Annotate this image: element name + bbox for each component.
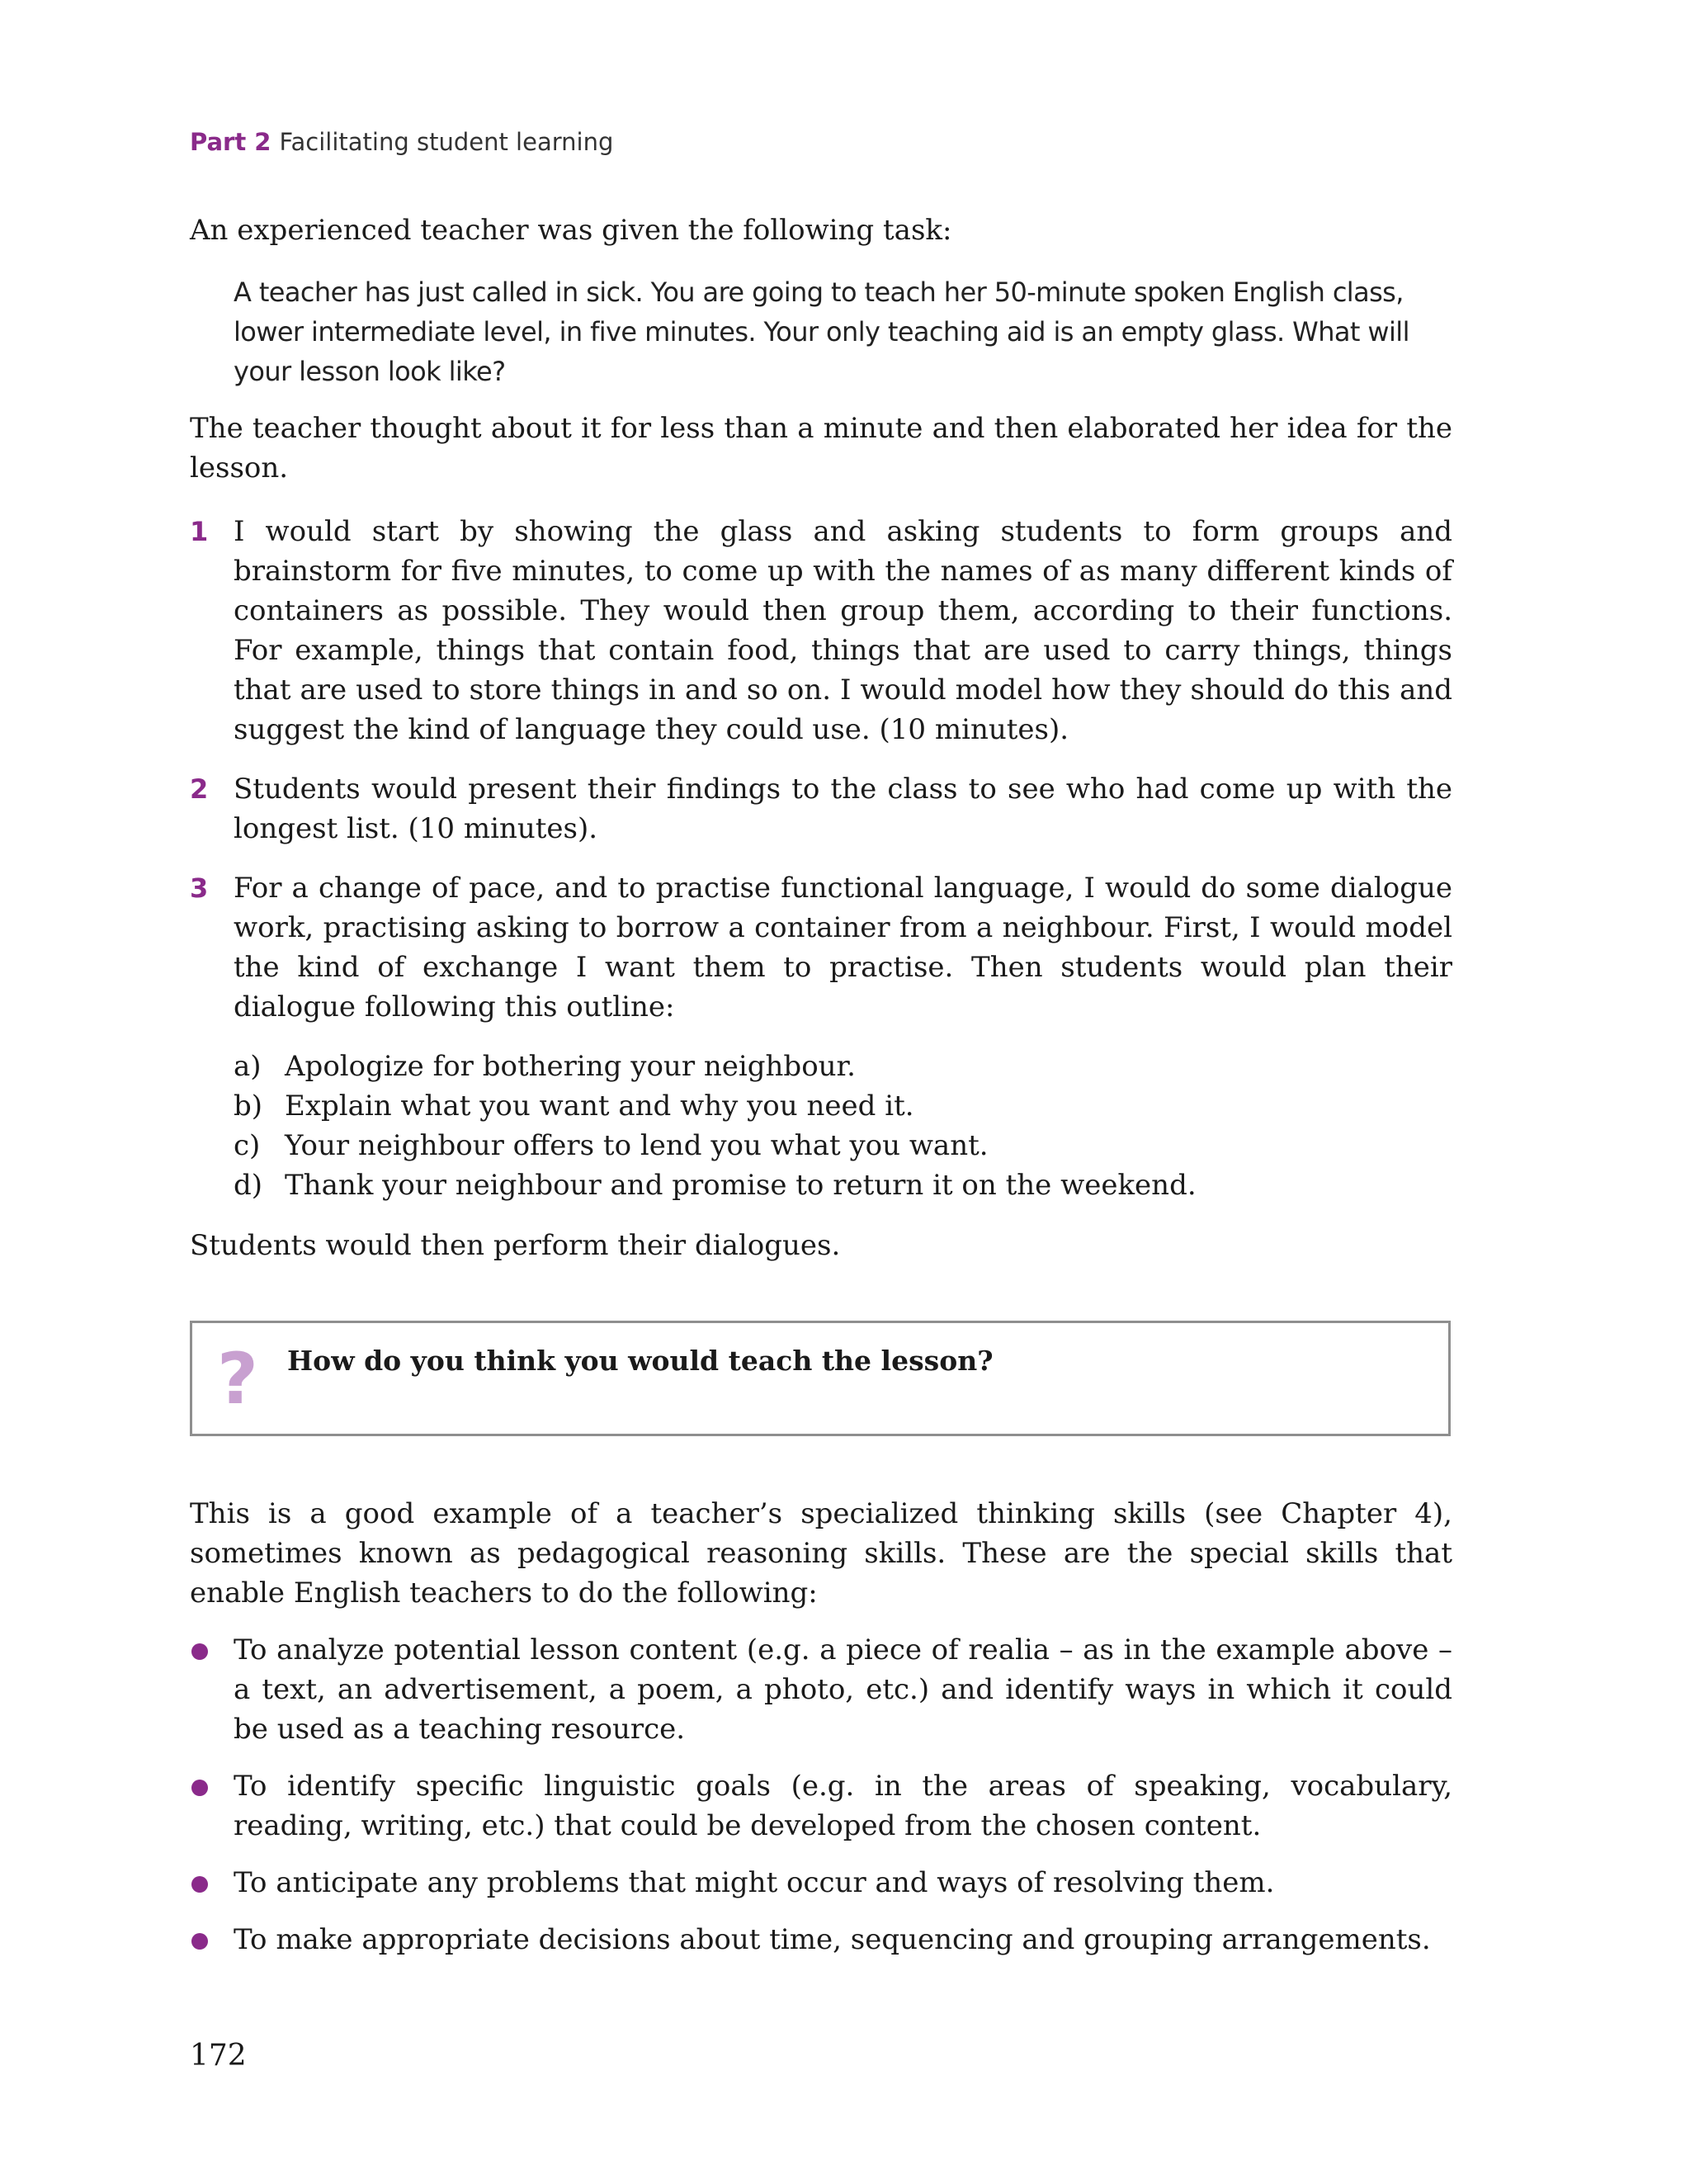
bullet-icon bbox=[191, 1933, 208, 1950]
question-text: How do you think you would teach the lesson? bbox=[287, 1345, 994, 1377]
outline-item bbox=[234, 1126, 1389, 1165]
task-quote: A teacher has just called in sick. You are going to teach her 50-minute spoken English class, lower intermediate level, in five minutes. Your only teaching aid is an empty glass. What will your lesson look like? bbox=[234, 277, 1409, 387]
skill-text: To analyze potential lesson content (e.g. a piece of realia – as in the example above – a text, an advertisement, a poem, a photo, etc.) and identify ways in which it could be used as a teaching resource. bbox=[234, 1633, 1452, 1746]
after-task-paragraph: The teacher thought about it for less than a minute and then elaborated her idea for the lesson. bbox=[190, 412, 1452, 485]
skill-bullet bbox=[190, 1920, 1452, 1959]
step-text: For a change of pace, and to practise functional language, I would do some dialogue work, practising asking to borrow a container from a neighbour. First, I would model the kind of exchange I want them to practise. Then students would plan their dialogue following this outline: bbox=[234, 872, 1452, 1023]
outline-text: Explain what you want and why you need it. bbox=[285, 1090, 914, 1123]
step-text: Students would present their findings to the class to see who had come up with the longest list. (10 minutes). bbox=[234, 773, 1452, 845]
question-box bbox=[190, 1321, 1451, 1436]
running-head bbox=[190, 128, 613, 156]
skills-intro-paragraph: This is a good example of a teacher’s specialized thinking skills (see Chapter 4), sometimes known as pedagogical reasoning skills. These are the special skills that enable English teachers to do the following: bbox=[190, 1497, 1452, 1610]
dialogue-outline bbox=[234, 1047, 1389, 1205]
outline-item bbox=[234, 1165, 1389, 1205]
step-number: 2 bbox=[190, 773, 209, 805]
bullet-icon bbox=[191, 1780, 208, 1796]
step-2 bbox=[190, 769, 1452, 849]
intro-paragraph: An experienced teacher was given the following task: bbox=[190, 214, 952, 247]
outline-text: Apologize for bothering your neighbour. bbox=[285, 1050, 856, 1083]
skill-bullet bbox=[190, 1863, 1452, 1903]
page-number: 172 bbox=[190, 2039, 247, 2073]
step-text: I would start by showing the glass and asking students to form groups and brainstorm for five minutes, to come up with the names of as many different kinds of containers as possible. They would then group them, according to their functions. For example, things that contain food, things that are used to carry things, things that are used to store things in and so on. I would model how they should do this and suggest the kind of language they could use. (10 minutes). bbox=[234, 515, 1452, 746]
question-mark-icon: ? bbox=[217, 1338, 258, 1421]
section-title: Facilitating student learning bbox=[279, 128, 614, 156]
outline-text: Your neighbour offers to lend you what you want. bbox=[285, 1129, 989, 1162]
skill-bullet bbox=[190, 1630, 1452, 1749]
after-outline-paragraph: Students would then perform their dialogues. bbox=[190, 1229, 841, 1262]
skill-text: To anticipate any problems that might occur and ways of resolving them. bbox=[234, 1866, 1275, 1899]
step-1 bbox=[190, 512, 1452, 749]
page-gutter bbox=[0, 0, 186, 2184]
outline-text: Thank your neighbour and promise to return it on the weekend. bbox=[285, 1169, 1197, 1202]
outline-letter: d) bbox=[234, 1169, 263, 1202]
skill-text: To identify specific linguistic goals (e.g. in the areas of speaking, vocabulary, reading, writing, etc.) that could be developed from the chosen content. bbox=[234, 1770, 1452, 1842]
skill-bullet bbox=[190, 1766, 1452, 1846]
outline-item bbox=[234, 1086, 1389, 1126]
part-label: Part 2 bbox=[190, 128, 271, 156]
bullet-icon bbox=[191, 1643, 208, 1660]
step-number: 1 bbox=[190, 516, 209, 547]
step-3 bbox=[190, 868, 1452, 1027]
skill-text: To make appropriate decisions about time, sequencing and grouping arrangements. bbox=[234, 1923, 1431, 1956]
outline-item bbox=[234, 1047, 1389, 1086]
outline-letter: c) bbox=[234, 1129, 261, 1162]
outline-letter: a) bbox=[234, 1050, 262, 1083]
bullet-icon bbox=[191, 1876, 208, 1893]
step-number: 3 bbox=[190, 872, 209, 904]
outline-letter: b) bbox=[234, 1090, 263, 1123]
